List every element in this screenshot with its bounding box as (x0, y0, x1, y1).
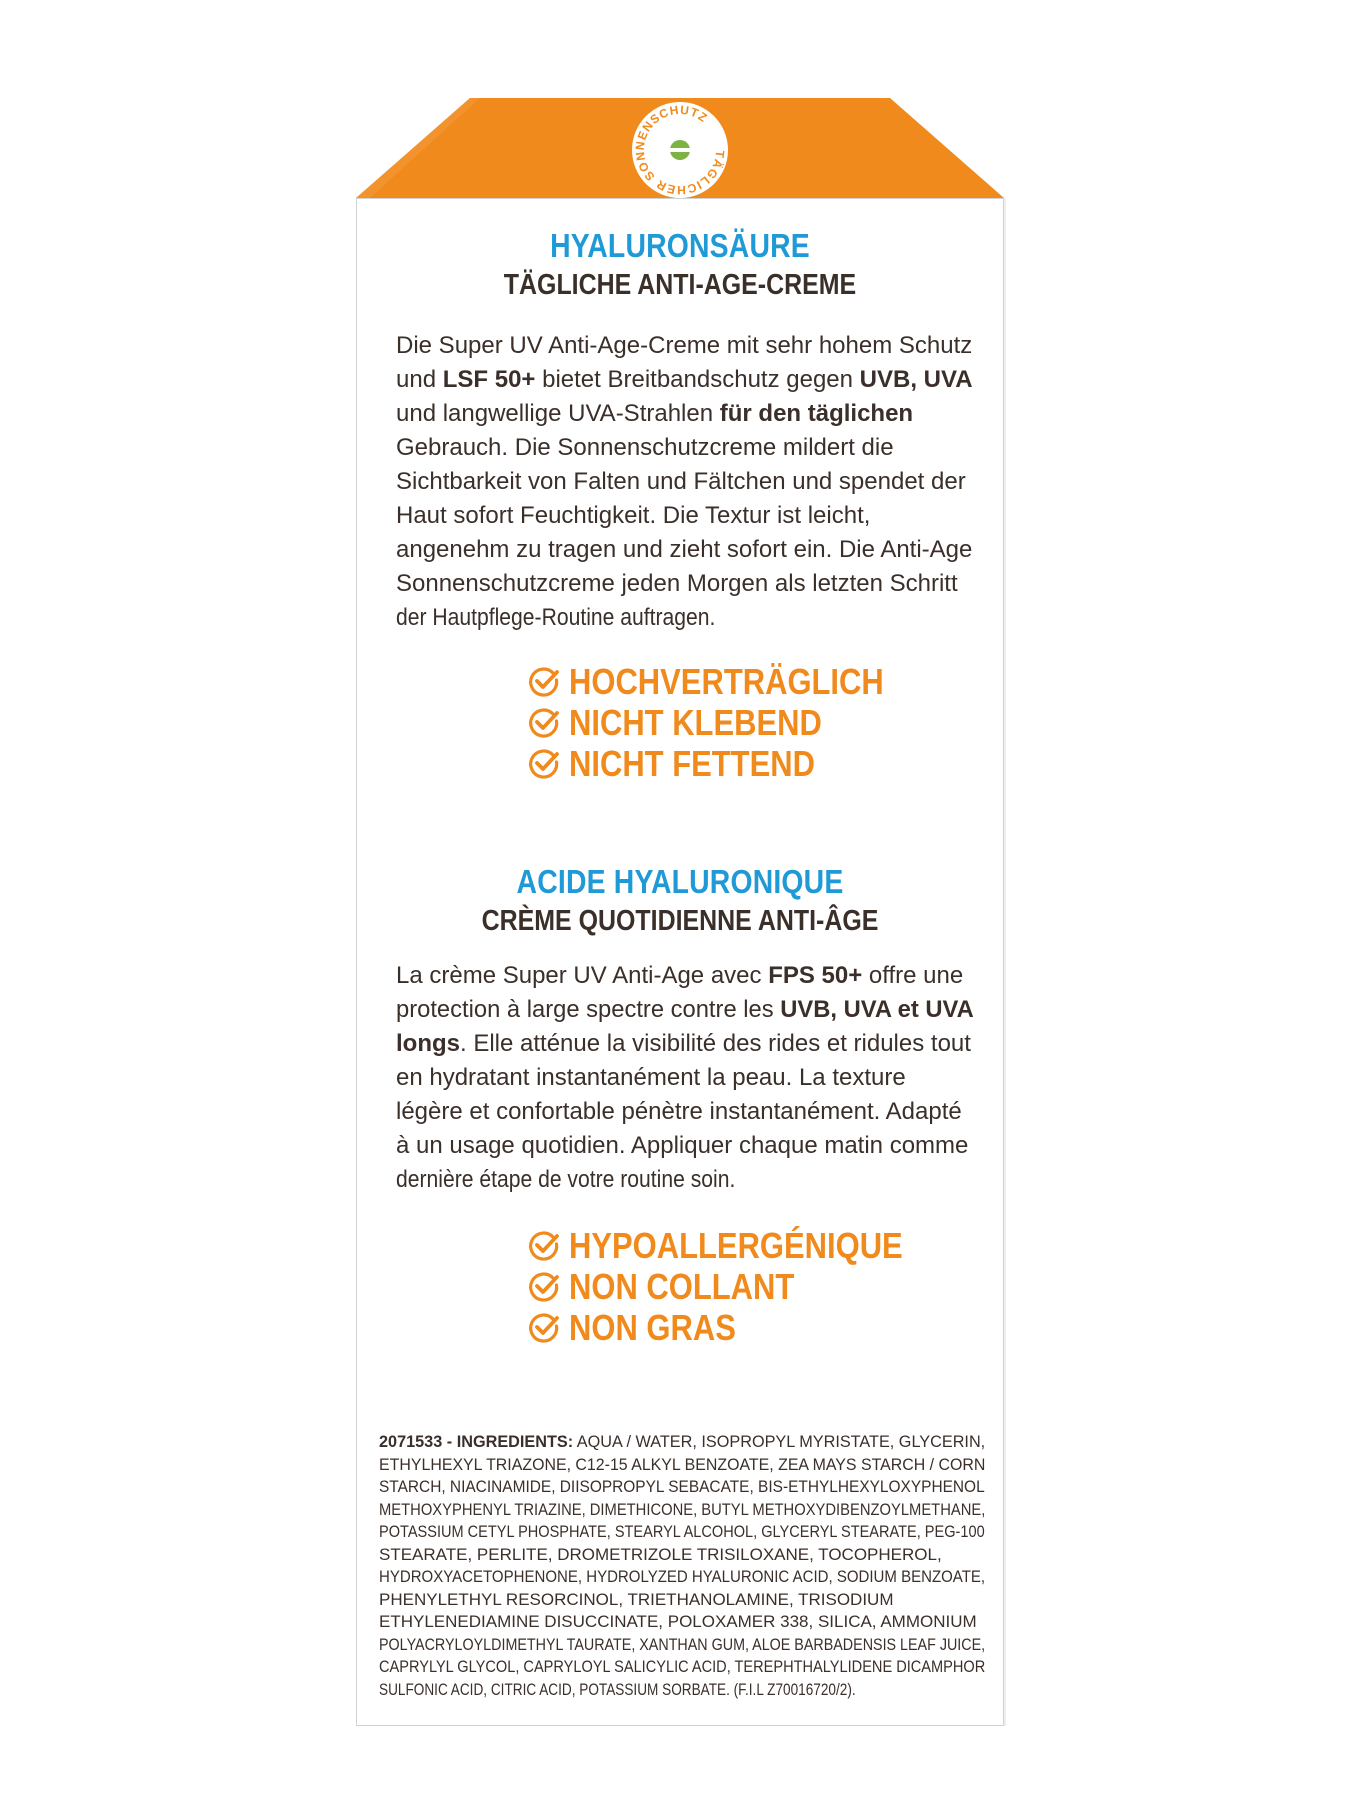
ingredients-list (379, 1431, 985, 1701)
de-description-line: Sonnenschutzcreme jeden Morgen als letzten Schritt (396, 570, 958, 597)
fr-description-line: légère et confortable pénètre instantanément. Adapté (396, 1098, 962, 1125)
ingredients-line: STEARATE, PERLITE, DROMETRIZOLE TRISILOXANE, TOCOPHEROL, (379, 1544, 942, 1564)
de-description-line: angenehm zu tragen und zieht sofort ein. Die Anti-Age (396, 536, 973, 563)
ingredients-line: ETHYLHEXYL TRIAZONE, C12-15 ALKYL BENZOATE, ZEA MAYS STARCH / CORN (379, 1454, 986, 1474)
fr-title: ACIDE HYALURONIQUE (516, 863, 844, 900)
de-claim-label: HOCHVERTRÄGLICH (569, 660, 884, 702)
de-claim-label: NICHT KLEBEND (569, 701, 822, 743)
fr-claim-label: HYPOALLERGÉNIQUE (569, 1224, 903, 1266)
ingredients-line: CAPRYLYL GLYCOL, CAPRYLOYL SALICYLIC ACID, TEREPHTHALYLIDENE DICAMPHOR (379, 1657, 986, 1676)
ingredients-line: POLYACRYLOYLDIMETHYL TAURATE, XANTHAN GUM, ALOE BARBADENSIS LEAF JUICE, (379, 1634, 986, 1654)
de-claim (527, 702, 935, 743)
de-description-line: der Hautpflege-Routine auftragen. (396, 604, 716, 631)
fr-description-line: protection à large spectre contre les UVB, UVA et UVA (396, 996, 974, 1023)
fr-claim-label: NON COLLANT (569, 1265, 795, 1307)
ingredients-line: STARCH, NIACINAMIDE, DIISOPROPYL SEBACATE, BIS-ETHYLHEXYLOXYPHENOL (379, 1477, 985, 1496)
de-description-line: und langwellige UVA-Strahlen für den täglichen (396, 400, 914, 427)
de-subtitle: TÄGLICHE ANTI-AGE-CREME (503, 269, 857, 301)
de-claim-label: NICHT FETTEND (569, 742, 815, 784)
fr-description-line: en hydratant instantanément la peau. La texture (396, 1064, 906, 1091)
ingredients-code-label: 2071533 - INGREDIENTS: (379, 1432, 574, 1451)
de-description (396, 329, 974, 635)
check-circle-icon (527, 1270, 561, 1304)
ingredients-line: ETHYLENEDIAMINE DISUCCINATE, POLOXAMER 338, SILICA, AMMONIUM (379, 1612, 977, 1631)
de-description-line: Haut sofort Feuchtigkeit. Die Textur ist leicht, (396, 502, 871, 529)
package-top-flap (0, 0, 1350, 215)
fr-claim-label: NON GRAS (569, 1306, 736, 1348)
check-circle-icon (527, 706, 561, 740)
ingredients-line: METHOXYPHENYL TRIAZINE, DIMETHICONE, BUTYL METHOXYDIBENZOYLMETHANE, (379, 1499, 986, 1519)
check-circle-icon (527, 1311, 561, 1345)
fr-description-line: longs. Elle atténue la visibilité des rides et ridules tout (396, 1030, 971, 1057)
de-claim (527, 743, 935, 784)
fr-claim (527, 1225, 957, 1266)
ingredients-line: SULFONIC ACID, CITRIC ACID, POTASSIUM SORBATE. (F.I.L Z70016720/2). (379, 1679, 856, 1699)
ingredients-line: PHENYLETHYL RESORCINOL, TRIETHANOLAMINE, TRISODIUM (379, 1589, 894, 1609)
fr-description-line: La crème Super UV Anti-Age avec FPS 50+ offre une (396, 962, 964, 989)
check-circle-icon (527, 1229, 561, 1263)
package-side-panel (356, 198, 1004, 1726)
fr-description-line: dernière étape de votre routine soin. (396, 1166, 736, 1193)
fr-description-line: à un usage quotidien. Appliquer chaque matin comme (396, 1132, 969, 1159)
ingredients-line: POTASSIUM CETYL PHOSPHATE, STEARYL ALCOHOL, GLYCERYL STEARATE, PEG-100 (379, 1522, 985, 1541)
daily-sun-protection-seal (632, 102, 728, 198)
fr-claim (527, 1307, 957, 1348)
fr-description (396, 959, 974, 1197)
de-description-line: Sichtbarkeit von Falten und Fältchen und spendet der (396, 468, 966, 495)
de-description-line: und LSF 50+ bietet Breitbandschutz gegen UVB, UVA (396, 366, 973, 393)
fr-claims-list (527, 1225, 957, 1348)
de-claims-list (527, 661, 935, 784)
fr-subtitle: CRÈME QUOTIDIENNE ANTI-ÂGE (481, 905, 879, 937)
check-circle-icon (527, 747, 561, 781)
check-circle-icon (527, 665, 561, 699)
seal-text: TÄGLICHER SONNENSCHUTZ (632, 102, 728, 198)
ingredients-line: 2071533 - INGREDIENTS: AQUA / WATER, ISOPROPYL MYRISTATE, GLYCERIN, (379, 1432, 986, 1451)
de-description-line: Gebrauch. Die Sonnenschutzcreme mildert die (396, 434, 894, 461)
de-description-line: Die Super UV Anti-Age-Creme mit sehr hohem Schutz (396, 332, 973, 359)
ingredients-line: HYDROXYACETOPHENONE, HYDROLYZED HYALURONIC ACID, SODIUM BENZOATE, (379, 1567, 986, 1586)
de-title: HYALURONSÄURE (550, 227, 810, 264)
de-claim (527, 661, 935, 702)
fr-claim (527, 1266, 957, 1307)
